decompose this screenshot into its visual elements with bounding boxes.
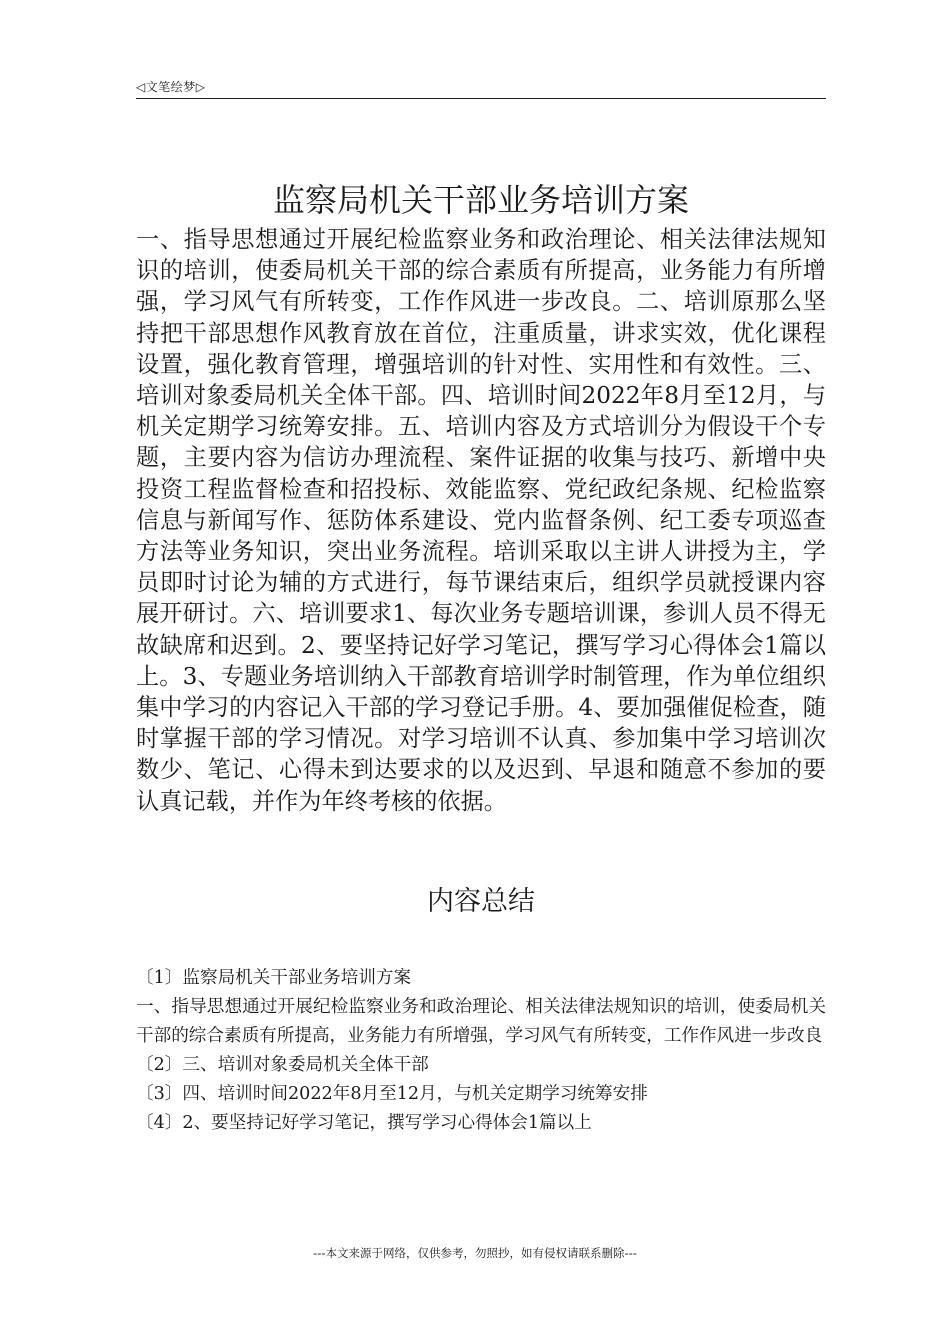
summary-item: 〔2〕三、培训对象委局机关全体干部	[136, 1055, 429, 1075]
summary-item: 〔4〕2、要坚持记好学习笔记，撰写学习心得体会1篇以上	[136, 1113, 592, 1133]
page-footer: ---本文来源于网络，仅供参考，勿照抄，如有侵权请联系删除---	[313, 1246, 637, 1260]
document-title: 监察局机关干部业务培训方案	[272, 181, 689, 219]
summary-item: 一、指导思想通过开展纪检监察业务和政治理论、相关法律法规知识的培训，使委局机关干部的综合素质有所提高，业务能力有所增强，学习风气有所转变，工作作风进一步改良	[136, 997, 826, 1046]
summary-heading: 内容总结	[427, 886, 535, 917]
summary-item: 〔1〕监察局机关干部业务培训方案	[136, 968, 412, 988]
page-header	[136, 74, 826, 99]
header-text: ◁文笔绘梦▷	[136, 80, 206, 94]
summary-item: 〔3〕四、培训时间2022年8月至12月，与机关定期学习统筹安排	[136, 1084, 648, 1104]
summary-list	[136, 964, 826, 1138]
document-body: 一、指导思想通过开展纪检监察业务和政治理论、相关法律法规知识的培训，使委局机关干部的综合素质有所提高，业务能力有所增强，学习风气有所转变，工作作风进一步改良。二、培训原那么坚持把干部思想作风教育放在首位，注重质量，讲求实效，优化课程设置，强化教育管理，增强培训的针对性、实用性和有效性。三、培训对象委局机关全体干部。四、培训时间2022年8月至12月，与机关定期学习统筹安排。五、培训内容及方式培训分为假设干个专题，主要内容为信访办理流程、案件证据的收集与技巧、新增中央投资工程监督检查和招投标、效能监察、党纪政纪条规、纪检监察信息与新闻写作、惩防体系建设、党内监督条例、纪工委专项巡查方法等业务知识，突出业务流程。培训采取以主讲人讲授为主，学员即时讨论为辅的方式进行，每节课结束后，组织学员就授课内容展开研讨。六、培训要求1、每次业务专题培训课，参训人员不得无故缺席和迟到。2、要坚持记好学习笔记，撰写学习心得体会1篇以上。3、专题业务培训纳入干部教育培训学时制管理，作为单位组织集中学习的内容记入干部的学习登记手册。4、要加强催促检查，随时掌握干部的学习情况。对学习培训不认真、参加集中学习培训次数少、笔记、心得未到达要求的以及迟到、早退和随意不参加的要认真记载，并作为年终考核的依据。	[136, 226, 826, 815]
